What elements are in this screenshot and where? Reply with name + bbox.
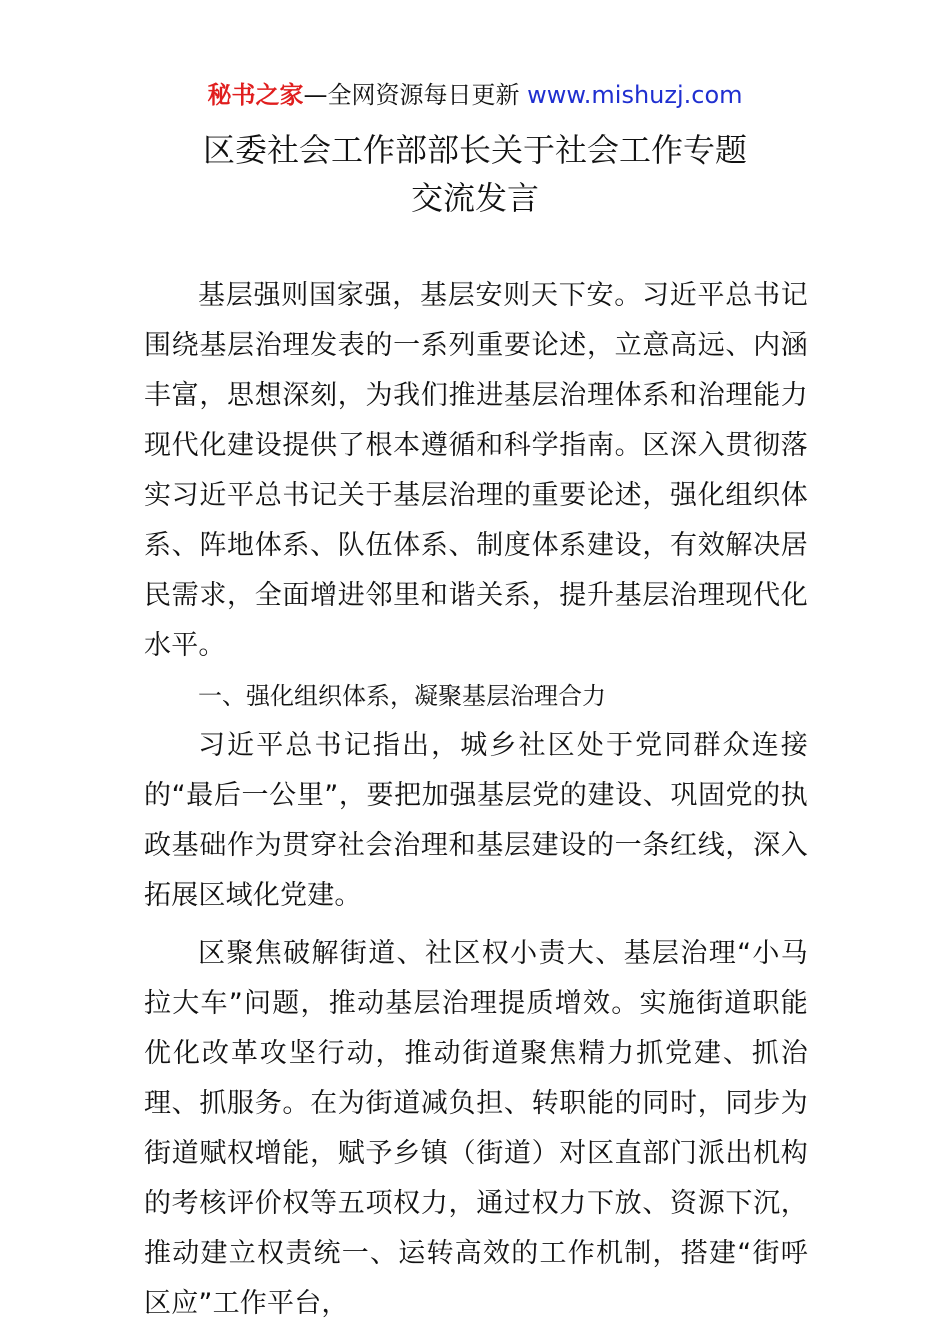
document-body xyxy=(144,271,808,1329)
section-heading-1: 一、强化组织体系，凝聚基层治理合力 xyxy=(198,682,606,710)
paragraph-intro: 基层强则国家强，基层安则天下安。习近平总书记围绕基层治理发表的一系列重要论述，立意高远、内涵丰富，思想深刻，为我们推进基层治理体系和治理能力现代化建设提供了根本遵循和科学指南。区深入贯彻落实习近平总书记关于基层治理的重要论述，强化组织体系、阵地体系、队伍体系、制度体系建设，有效解决居民需求，全面增进邻里和谐关系，提升基层治理现代化水平。 xyxy=(144,280,808,661)
document-title-line-1: 区委社会工作部部长关于社会工作专题 xyxy=(202,131,747,169)
site-header xyxy=(0,78,950,112)
header-tagline: —全网资源每日更新 xyxy=(303,81,520,109)
site-url-link[interactable]: www.mishuzj.com xyxy=(527,81,743,109)
document-title xyxy=(0,126,950,222)
paragraph-spacer xyxy=(144,921,808,929)
brand-name: 秘书之家 xyxy=(207,81,304,109)
paragraph-quote: 习近平总书记指出，城乡社区处于党同群众连接的“最后一公里”，要把加强基层党的建设、巩固党的执政基础作为贯穿社会治理和基层建设的一条红线，深入拓展区域化党建。 xyxy=(144,730,808,911)
paragraph-reform: 区聚焦破解街道、社区权小责大、基层治理“小马拉大车”问题，推动基层治理提质增效。实施街道职能优化改革攻坚行动，推动街道聚焦精力抓党建、抓治理、抓服务。在为街道减负担、转职能的同时，同步为街道赋权增能，赋予乡镇（街道）对区直部门派出机构的考核评价权等五项权力，通过权力下放、资源下沉，推动建立权责统一、运转高效的工作机制，搭建“街呼区应”工作平台， xyxy=(144,938,808,1319)
document-title-line-2: 交流发言 xyxy=(410,179,539,217)
